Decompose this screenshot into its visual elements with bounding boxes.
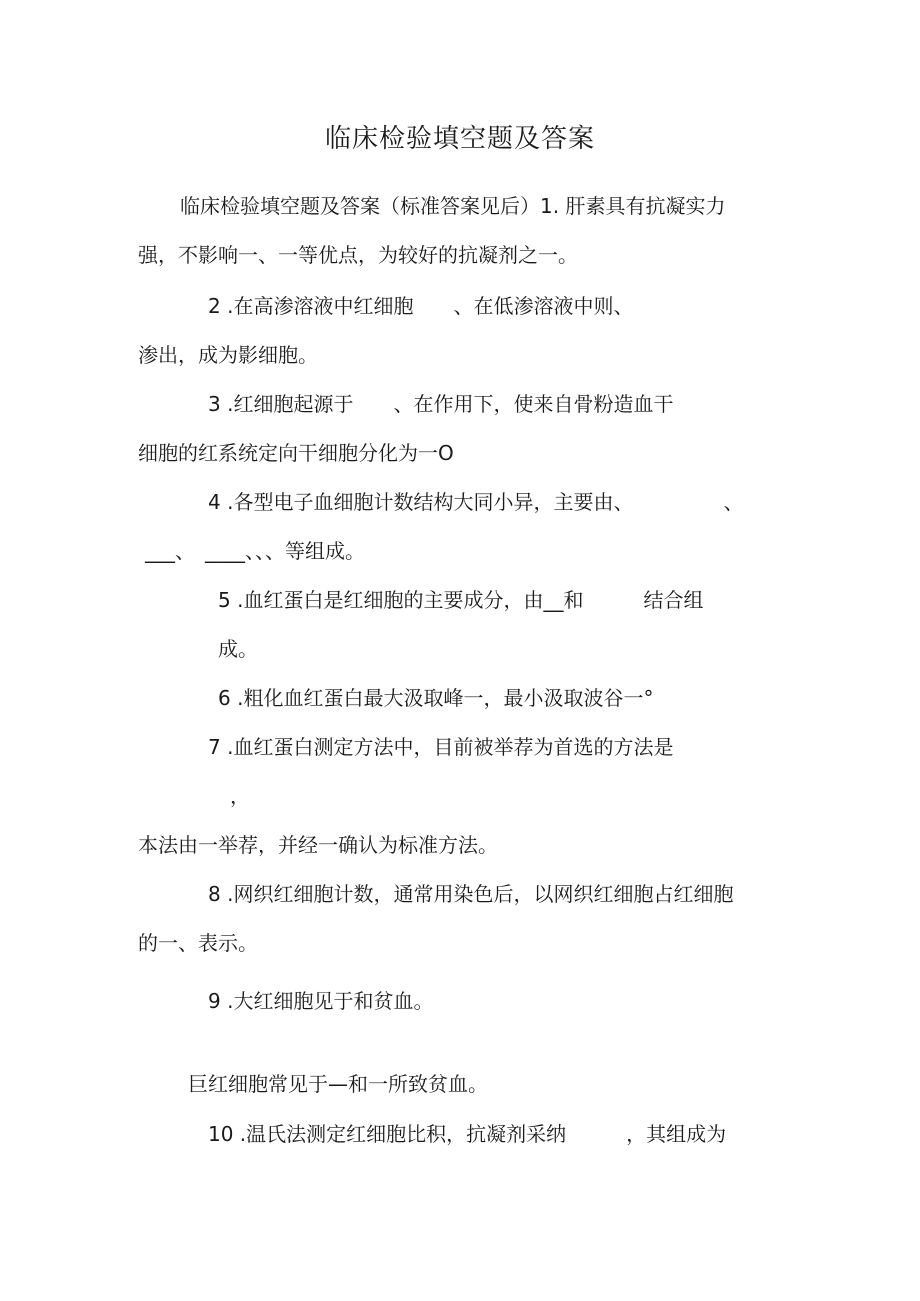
question-4-line-1: 4 .各型电子血细胞计数结构大同小异，主要由、 、 — [208, 490, 744, 514]
question-7-line-2: ， — [230, 784, 250, 808]
question-2-line-2: 渗出，成为影细胞。 — [138, 343, 318, 367]
paragraph-intro-line-2: 强，不影响一、一等优点，为较好的抗凝剂之一。 — [138, 243, 578, 267]
question-5-line-1: 5 .血红蛋白是红细胞的主要成分，由__和 结合组 — [218, 588, 704, 612]
question-9-line-1: 9 .大红细胞见于和贫血。 — [208, 989, 434, 1013]
question-2-line-1: 2 .在高渗溶液中红细胞 、在低渗溶液中则、 — [208, 294, 634, 318]
question-6-line-1: 6 .粗化血红蛋白最大汲取峰一，最小汲取波谷一° — [218, 686, 654, 710]
paragraph-intro-line-1: 临床检验填空题及答案（标准答案见后）1. 肝素具有抗凝实力 — [180, 194, 726, 218]
question-7-line-1: 7 .血红蛋白测定方法中，目前被举荐为首选的方法是 — [208, 735, 674, 759]
question-3-line-1: 3 .红细胞起源于 、在作用下，使来自骨粉造血干 — [208, 392, 674, 416]
question-8-line-2: 的一、表示。 — [138, 931, 258, 955]
question-8-line-1: 8 .网织红细胞计数，通常用染色后，以网织红细胞占红细胞 — [208, 882, 734, 906]
question-9-line-2: 巨红细胞常见于—和一所致贫血。 — [188, 1072, 488, 1096]
document-title: 临床检验填空题及答案 — [324, 124, 595, 154]
question-5-line-2: 成。 — [218, 637, 258, 661]
question-10-line-1: 10 .温氏法测定红细胞比积，抗凝剂采纳 ，其组成为 — [208, 1122, 727, 1146]
question-4-line-2: ___、 ____、、、等组成。 — [145, 539, 365, 563]
question-7-line-3: 本法由一举荐，并经一确认为标准方法。 — [138, 833, 498, 857]
question-3-line-2: 细胞的红系统定向干细胞分化为一O — [138, 441, 454, 465]
